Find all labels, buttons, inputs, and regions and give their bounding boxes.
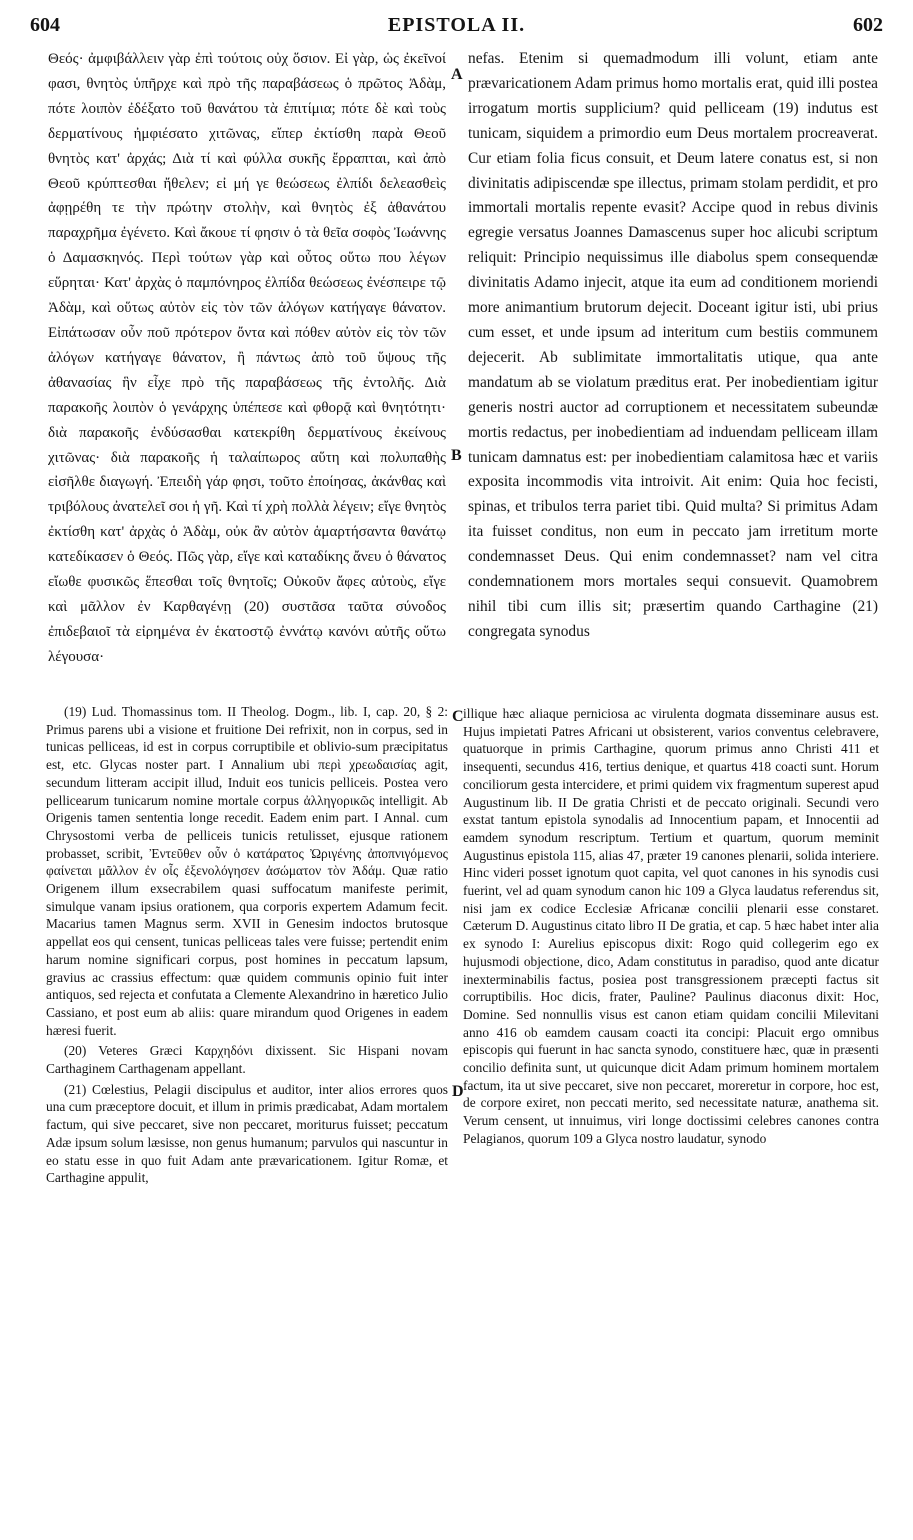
running-header [30, 14, 883, 42]
footnote-21: (21) Cœlestius, Pelagii discipulus et auditor, inter alios errores quos una cum præceptore docuit, et illum in primis prædicabat, Adam mortalem factum, qui sive peccaret, sive non peccaret, moriturus fuisset; peccatum Adæ ipsum solum læsisse, non genus humanum; parvulos qui nascuntur in eo statu esse in quo fuit Adam ante prævaricationem. Igitur Romæ, et Carthagine appulit, [46, 1081, 448, 1186]
margin-letter-b: B [451, 447, 462, 464]
margin-letter-c: C [452, 708, 464, 725]
footnote-19: (19) Lud. Thomassinus tom. II Theolog. Dogm., lib. I, cap. 20, § 2: Primus parens ubi a visione et fruitione Dei refrixit, non in corpus, sed in tunicas pelliceas, id est in corpus corruptibile et oblivio-sum præcipitatus est, etc. Glycas noster part. I Annalium ubi περὶ χρεωδαισίας agit, secundum litteram accipit illud, Induit eos tunicis pelliceis. Postea vero pellicearum tunicarum nomine mortale corpus ἀλληγορικῶς intelligit. Ab Origenis tamen sententia longe recedit. Eadem enim part. I Annal. cum Chrysostomi verba de pelliceis tunicis retulisset, ejusque rationem probasset, scribit, Ἐντεῦθεν οὖν ὁ κατάρατος Ὠριγένης ἀποπνιγόμενος φαίνεται μᾶλλον ἐν οἷς ἐξενολόγησεν ἀσώματον τὸν Ἀδάμ. Quæ ratio Origenem illum exsecrabilem quasi suffocatum manifeste perimit, simulque vanam ipsius orationem, qua corporis expertem Adamum fecit. Macarius tamen Magnus serm. XVII in Genesim indoctos brutosque appellat eos qui censent, tunicas pelliceas tales vere fuisse; pertendit enim harum nomine significari corpus, post homines in peccatum lapsum, gravius ac crassius effectum: quæ quidem communis opinio fuit inter antiquos, sed rejecta et confutata a Clemente Alexandrino in hæretico Julio Cassiano, et post eum ab aliis: quare mirandum quod Origenes in eadem hæresi fuerit. [46, 704, 448, 1038]
footnote-21-continued: illique hæc aliaque perniciosa ac virulenta dogmata disseminare ausus est. Hujus impietati Patres Africani ut obsisterent, varios conventus celebravere, quatuorque in primis Carthagine, quorum primus anno Christi 411 et insequenti, secundus 416, tertius denique, et quartus 418 coacti sunt. Horum conciliorum gesta intercidere, et primi quidem vix fragmentum superest apud Augustinum lib. II De gratia Christi et de peccato originali. Secundi vero exstat tantum epistola synodalis ad Innocentium papam, et Innocentii ad eamdem synodum rescriptum. Tertium et quartum, quorum meminit Augustinus epistola 115, alias 47, præter 19 canones plenarii, solida interiere. Hinc videri posset ignotum quot capita, vel quot canones in his synodis cusi fuerint, vel ad quam synodum canon hic 109 a Glyca laudatus referendus sit, nisi jam ex codice Ecclesiæ Africanæ concilii plenarii esse constaret. Cæterum D. Augustinus citato libro II De gratia, et cap. 5 hæc habet inter alia ex synodo I: Aurelius episcopus dixit: Rogo quid collegerim ego ex hujusmodi objectione, dico, Adam constitutus in paradiso, quod ante dicatur inexterminabilis factus, posiea post transgressionem præcepti factus sit corruptibilis. Hoc dicis, frater, Pauline? Paulinus diaconus dixit: Hoc, Domine. Sed nonnullis visus est canon etiam quidam concilii Milevitani anno 416 ob eamdem causam coacti ita concipi: Placuit ergo omnibus episcopis qui fuerunt in hac sancta synodo, constituere hæc, quæ in præsenti concilio definita sunt, ut quicunque dicit Adam primum hominem mortalem factum, ita ut sive peccaret, sive non peccaret, moreretur in corpore, hoc est, de corpore exiret, non peccati merito, sed necessitate naturæ, anathema sit. Verum censent, ut innuimus, viri longe doctissimi celebres canones contra Pelagianos, quorum 109 a Glyca nostro laudatur, synodo [463, 706, 879, 1146]
footnotes-left-column [46, 703, 448, 1525]
greek-paragraph: Θεός· ἀμφιβάλλειν γὰρ ἐπὶ τούτοις οὐχ ὅσιον. Εἰ γὰρ, ὡς ἐκεῖνοί φασι, θνητὸς ὑπῆρχε καὶ πρὸ τῆς παραβάσεως ὁ πρῶτος Ἀδὰμ, πότε λοιπὸν ἐδέξατο τοῦ θανάτου τὰ ἐπιτίμια; πότε δὲ καὶ τοὺς δερματίνους ἠμφιέσατο χιτῶνας, εἴπερ ἐκτίσθη παρὰ Θεοῦ θνητὸς κατ' ἀρχάς; Διὰ τί καὶ φύλλα συκῆς ἔρραπται, καὶ ἀπὸ Θεοῦ κρύπτεσθαι ἤθελεν; εἰ μή γε θεώσεως ἐλπίδι δελεασθεὶς ἀφῃρέθη τε τὴν πρώτην στολὴν, καὶ θνητὸς ἐξ ἀθανάτου παραχρῆμα ἐγένετο. Καὶ ἄκουε τί φησιν ὁ τὰ θεῖα σοφὸς Ἰωάννης ὁ Δαμασκηνός. Περὶ τούτων γὰρ καὶ οὗτος οὕτω που λέγων εὕρηται· Κατ' ἀρχὰς ὁ παμπόνηρος ἐλπίδα θεώσεως ἐνέσπειρε τῷ Ἀδὰμ, καὶ οὕτως αὐτὸν εἰς τὸν τῶν ἀλόγων κατήγαγε θάνατον. Εἰπάτωσαν οὖν ποῦ πρότερον ὄντα καὶ πόθεν αὐτὸν εἰς τὸν τῶν ἀλόγων κατήγαγε θάνατον, ἢ πάντως ἀπὸ τοῦ ὕψους τῆς ἀθανασίας ἣν εἶχε πρὸ τῆς παραβάσεως τῆς ἐντολῆς. Διὰ παρακοῆς λοιπὸν ὁ γενάρχης ὑπέπεσε καὶ φθορᾷ καὶ θνητότητι· διὰ παρακοῆς ἐνδύσασθαι κατεκρίθη δερματίνους ἐκείνους χιτῶνας· διὰ παρακοῆς ἡ ταλαίπωρος αὕτη καὶ πολυπαθὴς εἰσῆλθε διαγωγή. Ἐπειδὴ γάρ φησι, τοῦτο ἐποίησας, ἀκάνθας καὶ τριβόλους ἀνατελεῖ σοι ἡ γῆ. Καὶ τί χρὴ πολλὰ λέγειν; εἴγε θνητὸς ἐκτίσθη κατ' ἀρχὰς ὁ Ἀδὰμ, οὐκ ἂν αὐτὸν ἁμαρτήσαντα θανάτῳ κατεδίκασεν ὁ Θεός. Πῶς γὰρ, εἴγε καὶ καταδίκης ἄνευ ὁ θάνατος εἴωθε φυσικῶς ἕπεσθαι τοῖς θνητοῖς; Οὐκοῦν ἄφες αὐτοὺς, εἴγε καὶ μᾶλλον ἐν Καρθαγένῃ (20) συστᾶσα ταῦτα σύνοδος ἐπιδεβαιοῖ τὰ εἰρημένα ἐν ἑκατοστῷ ἐννάτῳ κανόνι αὐτῆς οὕτω λέγουσα· [48, 51, 446, 665]
page-number-right: 602 [853, 14, 883, 36]
latin-paragraph: nefas. Etenim si quemadmodum illi volunt, etiam ante prævaricationem Adam primus homo mortalis erat, quid illi postea irrogatum mortis supplicium? quid pelliceam (19) indutus est tunicam, siquidem a primordio eum Deus mortalem procreaverat. Cur etiam folia ficus consuit, et Deum latere conatus est, si non divinitatis adipiscendæ spe illectus, primam stolam perdidit, et pro immortali mortalis repente evasit? Accipe quod in rebus divinis egregie versatus Joannes Damascenus super hoc alicubi scriptum reliquit: Principio nequissimus ille diabolus spem consequendæ divinitatis Adamo injecit, atque ita eum ad conditionem moriendi more animantium brutorum dejecit. Doceant igitur isti, ubi prius cum esset, et unde ipsum ad interitum cum bestiis communem dejecerit. Ab sublimitate immortalitatis utique, qua ante mandatum ab se violatum præditus erat. Per inobedientiam igitur generis nostri auctor ad corruptionem et necessitatem subeundæ mortis redactus, per inobedientiam ad induendam pelliceam illam tunicam damnatus est: per inobedientiam calamitosa hæc et variis exposita incommodis vita introivit. Ait enim: Quia hoc fecisti, spinas, et tribulos terra pariet tibi. Quid multa? Si primitus Adam ita fuisset conditus, non eum in peccato jam irretitum morte condemnasset Deus. Qui enim condemnasset? nam vel citra condemnationem mors mortales sequi consuevit. Quamobrem nihil tibi cum illis sit; præsertim quando Carthagine (21) congregata synodus [468, 50, 878, 640]
footnote-20: (20) Veteres Græci Καρχηδόνι dixissent. Sic Hispani novam Carthaginem Carthagenam appellant. [46, 1043, 448, 1077]
margin-letter-d: D [452, 1083, 464, 1100]
greek-text-column [48, 47, 446, 685]
running-title: EPISTOLA II. [387, 14, 526, 36]
latin-text-column [468, 47, 878, 685]
footnotes-right-column [463, 705, 879, 1527]
page-number-left: 604 [30, 14, 60, 36]
margin-letter-a: A [451, 66, 463, 83]
